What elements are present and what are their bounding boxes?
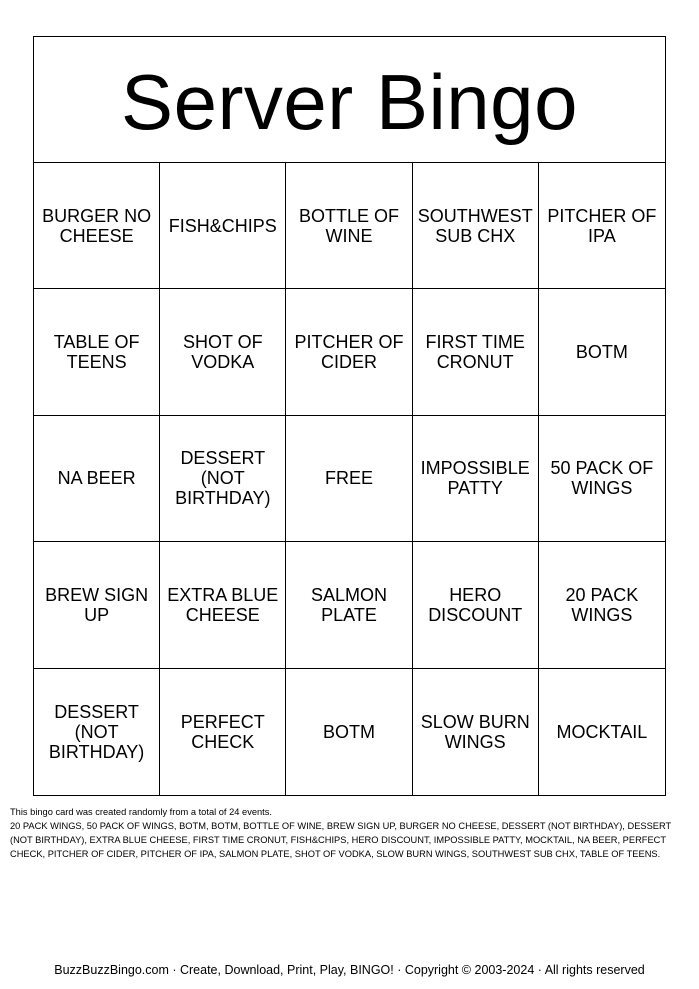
- bingo-cell[interactable]: [160, 542, 286, 668]
- cell-label: 50 PACK OF WINGS: [550, 458, 654, 499]
- bingo-cell[interactable]: [286, 669, 412, 795]
- cell-label: HERO DISCOUNT: [428, 584, 523, 625]
- bingo-cell[interactable]: [539, 416, 665, 542]
- footer: BuzzBuzzBingo.com · Create, Download, Print, Play, BINGO! · Copyright © 2003-2024 · All rights reserved: [54, 963, 645, 977]
- cell-label: 20 PACK WINGS: [565, 584, 639, 625]
- bingo-card: [33, 36, 666, 796]
- cell-label: PITCHER OF CIDER: [294, 332, 404, 373]
- bingo-cell[interactable]: [413, 416, 539, 542]
- bingo-cell[interactable]: [286, 163, 412, 289]
- cell-label: SHOT OF VODKA: [182, 332, 263, 373]
- card-title: Server Bingo: [121, 57, 578, 146]
- bingo-cell[interactable]: [34, 163, 160, 289]
- cell-label: BOTTLE OF WINE: [298, 205, 399, 246]
- cell-label: MOCKTAIL: [556, 721, 648, 742]
- bingo-cell[interactable]: [413, 163, 539, 289]
- bingo-cell[interactable]: [34, 542, 160, 668]
- bingo-cell[interactable]: [539, 163, 665, 289]
- notes-summary: This bingo card was created randomly from a total of 24 events.: [10, 807, 272, 817]
- bingo-cell[interactable]: [539, 669, 665, 795]
- card-notes: [10, 805, 690, 861]
- cell-label: PERFECT CHECK: [180, 711, 265, 752]
- cell-label: FIRST TIME CRONUT: [425, 332, 525, 373]
- bingo-grid: [34, 163, 665, 795]
- bingo-cell[interactable]: [34, 289, 160, 415]
- bingo-cell[interactable]: [160, 416, 286, 542]
- cell-label: BURGER NO CHEESE: [42, 205, 152, 246]
- cell-label: BREW SIGN UP: [45, 584, 149, 625]
- bingo-cell[interactable]: [34, 669, 160, 795]
- cell-label: EXTRA BLUE CHEESE: [167, 584, 279, 625]
- free-space-cell[interactable]: [286, 416, 412, 542]
- bingo-cell[interactable]: [160, 289, 286, 415]
- bingo-cell[interactable]: [160, 669, 286, 795]
- bingo-cell[interactable]: [34, 416, 160, 542]
- cell-label: BOTM: [322, 721, 375, 742]
- cell-label: SALMON PLATE: [310, 584, 387, 625]
- cell-label: IMPOSSIBLE PATTY: [420, 458, 530, 499]
- bingo-cell[interactable]: [160, 163, 286, 289]
- title-row: [34, 37, 665, 163]
- cell-label: FISH&CHIPS: [168, 215, 277, 236]
- cell-label: SOUTHWEST SUB CHX: [417, 205, 533, 246]
- bingo-cell[interactable]: [413, 542, 539, 668]
- cell-label: DESSERT (NOT BIRTHDAY): [175, 448, 271, 509]
- notes-event-list: 20 PACK WINGS, 50 PACK OF WINGS, BOTM, BOTM, BOTTLE OF WINE, BREW SIGN UP, BURGER NO CHEESE, DESSERT (NOT BIRTHDAY), DESSERT (NOT BIRTHDAY), EXTRA BLUE CHEESE, FIRST TIME CRONUT, FISH&CHIPS, HERO DISCOUNT, IMPOSSIBLE PATTY, MOCKTAIL, NA BEER, PERFECT CHECK, PITCHER OF CIDER, PITCHER OF IPA, SALMON PLATE, SHOT OF VODKA, SLOW BURN WINGS, SOUTHWEST SUB CHX, TABLE OF TEENS.: [10, 821, 672, 859]
- cell-label: BOTM: [575, 342, 628, 363]
- cell-label: NA BEER: [57, 468, 136, 489]
- bingo-cell[interactable]: [413, 289, 539, 415]
- bingo-cell[interactable]: [286, 542, 412, 668]
- cell-label: TABLE OF TEENS: [53, 332, 140, 373]
- cell-label: DESSERT (NOT BIRTHDAY): [48, 701, 145, 762]
- cell-label: PITCHER OF IPA: [547, 205, 657, 246]
- bingo-cell[interactable]: [413, 669, 539, 795]
- cell-label: SLOW BURN WINGS: [420, 711, 530, 752]
- bingo-cell[interactable]: [539, 542, 665, 668]
- cell-label: FREE: [324, 468, 373, 489]
- bingo-cell[interactable]: [286, 289, 412, 415]
- bingo-cell[interactable]: [539, 289, 665, 415]
